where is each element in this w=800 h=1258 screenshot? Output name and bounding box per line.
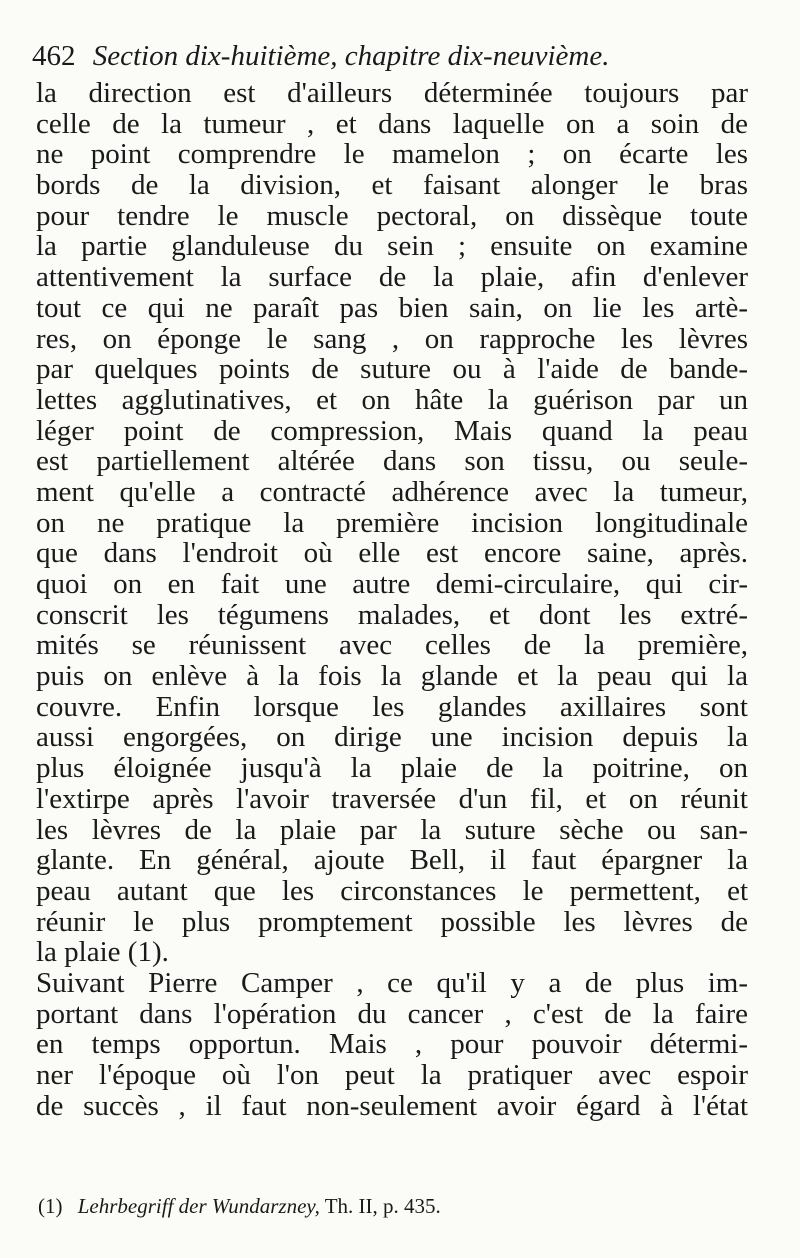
text-line: léger point de compression, Mais quand la peau	[36, 415, 748, 447]
text-line: la partie glanduleuse du sein ; ensuite on examine	[36, 231, 748, 263]
text-line: couvre. Enfin lorsque les glandes axillaires sont	[36, 691, 748, 723]
body-text	[36, 78, 748, 1122]
text-line: ner l'époque où l'on peut la pratiquer avec espoir	[36, 1060, 748, 1091]
text-line: aussi engorgées, on dirige une incision depuis la	[36, 722, 748, 754]
text-line: res, on éponge le sang , on rapproche les lèvres	[36, 323, 748, 355]
text-line: plus éloignée jusqu'à la plaie de la poitrine, on	[36, 753, 748, 784]
text-line-paragraph-start: Suivant Pierre Camper , ce qu'il y a de plus im-	[36, 967, 748, 999]
text-line: de succès , il faut non-seulement avoir égard à l'état	[36, 1090, 748, 1122]
text-line: ne point comprendre le mamelon ; on écarte les	[36, 139, 748, 171]
text-line: les lèvres de la plaie par la suture sèche ou san-	[36, 814, 748, 846]
text-line: puis on enlève à la fois la glande et la peau qui la	[36, 661, 748, 692]
text-line: conscrit les tégumens malades, et dont les extré-	[36, 599, 748, 631]
footnote	[38, 1192, 758, 1220]
footnote-title: Lehrbegriff der Wundarzney,	[77, 1194, 320, 1218]
text-line: en temps opportun. Mais , pour pouvoir détermi-	[36, 1029, 748, 1060]
text-line: quoi on en fait une autre demi-circulaire, qui cir-	[36, 569, 748, 600]
footnote-reference: Th. II, p. 435.	[324, 1194, 441, 1218]
text-line: pour tendre le muscle pectoral, on dissèque toute	[36, 200, 748, 232]
text-line: par quelques points de suture ou à l'aide de bande-	[36, 354, 748, 385]
text-line: glante. En général, ajoute Bell, il faut épargner la	[36, 845, 748, 876]
text-line: peau autant que les circonstances le permettent, et	[36, 875, 748, 907]
text-line-paragraph-end: la plaie (1).	[36, 937, 169, 968]
text-line: tout ce qui ne paraît pas bien sain, on lie les artè-	[36, 292, 748, 324]
text-line: mités se réunissent avec celles de la première,	[36, 630, 748, 662]
text-line: la direction est d'ailleurs déterminée toujours par	[36, 78, 748, 109]
text-line: celle de la tumeur , et dans laquelle on a soin de	[36, 108, 748, 140]
text-line: lettes agglutinatives, et on hâte la guérison par un	[36, 384, 748, 416]
running-title: Section dix-huitième, chapitre dix-neuvième.	[92, 40, 610, 72]
footnote-marker: (1)	[38, 1194, 63, 1218]
page-number: 462	[32, 40, 76, 72]
text-line: l'extirpe après l'avoir traversée d'un fil, et on réunit	[36, 783, 748, 815]
text-line: ment qu'elle a contracté adhérence avec la tumeur,	[36, 476, 748, 508]
text-line: attentivement la surface de la plaie, afin d'enlever	[36, 262, 748, 293]
text-line: on ne pratique la première incision longitudinale	[36, 507, 748, 539]
text-line: que dans l'endroit où elle est encore saine, après.	[36, 538, 748, 569]
text-line: réunir le plus promptement possible les lèvres de	[36, 906, 748, 938]
text-line: bords de la division, et faisant alonger le bras	[36, 170, 748, 201]
running-header	[32, 36, 772, 76]
text-line: est partiellement altérée dans son tissu, ou seule-	[36, 446, 748, 477]
text-line: portant dans l'opération du cancer , c'est de la faire	[36, 998, 748, 1030]
